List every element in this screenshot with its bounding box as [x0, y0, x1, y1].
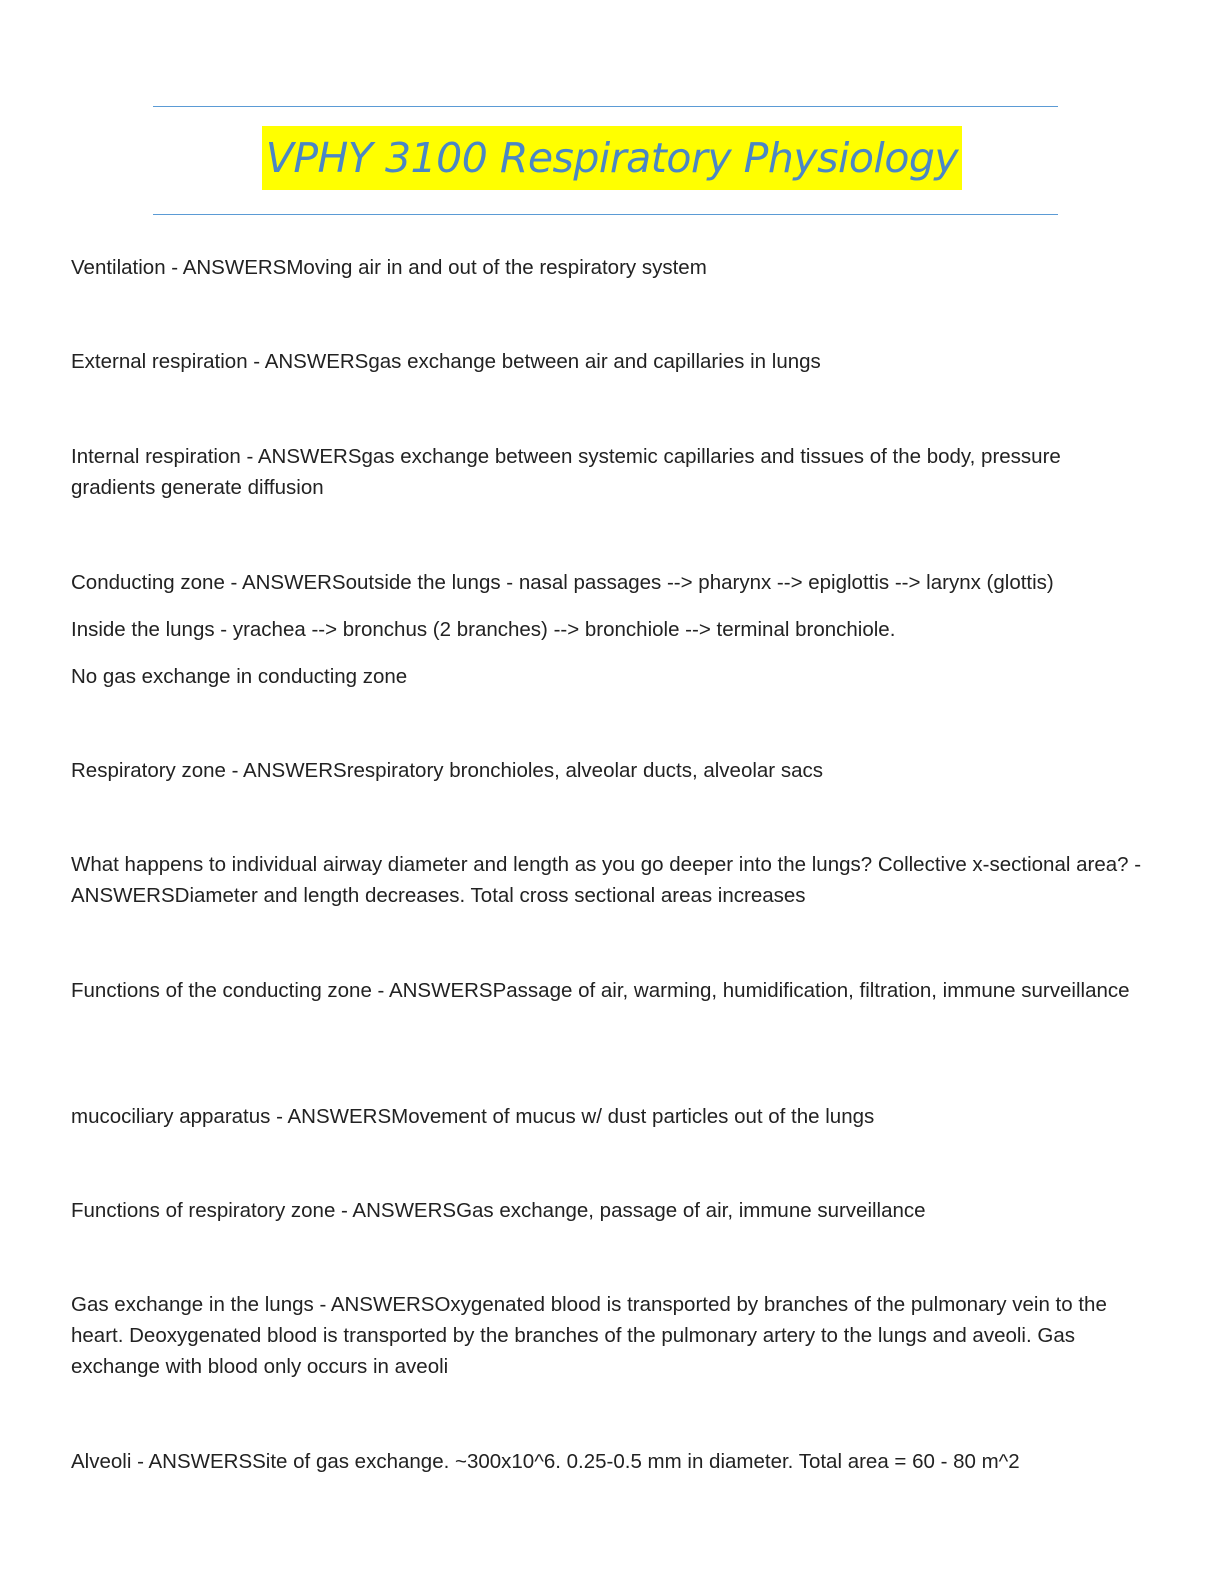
- entry-conducting-zone: Conducting zone - ANSWERSoutside the lungs - nasal passages --> pharynx --> epiglottis --> larynx (glottis): [71, 571, 1054, 594]
- entry-respiratory-zone: Respiratory zone - ANSWERSrespiratory bronchioles, alveolar ducts, alveolar sacs: [71, 759, 823, 782]
- entry-conducting-zone-functions: Functions of the conducting zone - ANSWERSPassage of air, warming, humidification, filtration, immune surveillance: [71, 979, 1130, 1002]
- title-container: [0, 126, 1224, 190]
- entry-ventilation: Ventilation - ANSWERSMoving air in and out of the respiratory system: [71, 256, 707, 279]
- entry-conducting-zone-note: No gas exchange in conducting zone: [71, 665, 408, 688]
- entry-airway-diameter: What happens to individual airway diameter and length as you go deeper into the lungs? Collective x-sectional area? - ANSWERSDiameter and length decreases. Total cross sectional areas increases: [71, 853, 1142, 907]
- entry-gas-exchange-lungs: Gas exchange in the lungs - ANSWERSOxygenated blood is transported by branches of the pulmonary vein to the heart. Deoxygenated blood is transported by the branches of the pulmonary artery to the lungs and aveoli. Gas exchange with blood only occurs in aveoli: [71, 1293, 1107, 1378]
- entry-external-respiration: External respiration - ANSWERSgas exchange between air and capillaries in lungs: [71, 350, 821, 373]
- title-bottom-rule: [153, 214, 1058, 215]
- entry-internal-respiration: Internal respiration - ANSWERSgas exchange between systemic capillaries and tissues of the body, pressure gradients generate diffusion: [71, 445, 1061, 499]
- title-top-rule: [153, 106, 1058, 107]
- entry-mucociliary-apparatus: mucociliary apparatus - ANSWERSMovement of mucus w/ dust particles out of the lungs: [71, 1105, 875, 1128]
- entry-conducting-zone-inside: Inside the lungs - yrachea --> bronchus (2 branches) --> bronchiole --> terminal bronchiole.: [71, 618, 896, 641]
- entry-respiratory-zone-functions: Functions of respiratory zone - ANSWERSGas exchange, passage of air, immune surveillance: [71, 1199, 926, 1222]
- page-title: VPHY 3100 Respiratory Physiology: [262, 126, 962, 190]
- entry-alveoli: Alveoli - ANSWERSSite of gas exchange. ~300x10^6. 0.25-0.5 mm in diameter. Total area = 60 - 80 m^2: [71, 1450, 1020, 1473]
